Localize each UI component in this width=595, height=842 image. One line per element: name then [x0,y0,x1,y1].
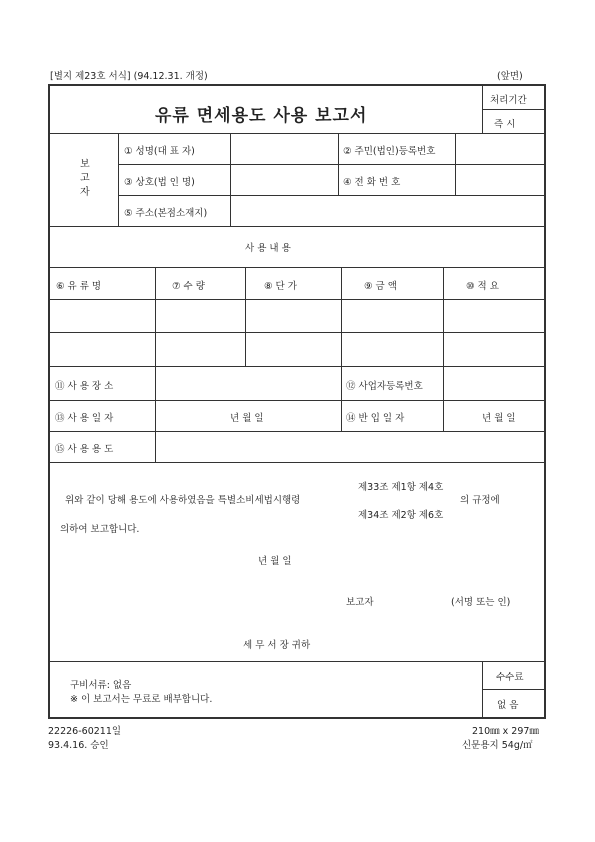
addressee: 세 무 서 장 귀하 [243,640,311,651]
reporter-sign-label: 보고자 [346,597,374,608]
sign-or-seal-label: (서명 또는 인) [451,597,511,608]
fee-label: 수수료 [496,672,524,683]
company-label: ③ 상호(법 인 명) [124,177,195,188]
use-date-label: ⑬ 사 용 일 자 [55,413,114,424]
reporter-char-1: 보 [80,159,90,170]
processing-period-label: 처리기간 [490,95,527,106]
side-label: (앞면) [497,71,523,82]
col-oil-name: ⑥ 유 류 명 [56,281,102,292]
processing-period-value: 즉 시 [494,119,516,130]
form-label: [별지 제23호 서식] (94.12.31. 개정) [50,71,208,82]
reporter-group-label [80,158,92,200]
use-date-value: 년 월 일 [230,413,264,424]
col-unit-price: ⑧ 단 가 [264,281,297,292]
address-label: ⑤ 주소(본점소재지) [124,208,208,219]
form-title: 유류 면세용도 사용 보고서 [155,106,368,126]
clause-1: 제33조 제1항 제4호 [358,482,444,493]
purpose-label: ⑮ 사 용 용 도 [55,444,114,455]
return-date-label: ⑭ 반 입 일 자 [346,413,405,424]
col-remarks: ⑩ 적 요 [466,281,499,292]
name-label: ① 성명(대 표 자) [124,146,195,157]
form-code: 22226-60211일 [48,726,122,737]
fee-value: 없 음 [497,700,519,711]
statement-suffix: 의 규정에 [460,495,500,506]
bizno-label: ⑫ 사업자등록번호 [346,381,423,392]
free-distribution-note: ※ 이 보고서는 무료로 배부합니다. [70,694,213,705]
phone-label: ④ 전 화 번 호 [343,177,401,188]
paper-type: 신문용지 54g/㎡ [462,740,533,751]
clause-2: 제34조 제2항 제6호 [358,510,444,521]
col-quantity: ⑦ 수 량 [172,281,205,292]
required-docs: 구비서류: 없음 [70,680,132,691]
paper-size: 210㎜ x 297㎜ [472,726,539,737]
usage-section-title: 사 용 내 용 [245,243,291,254]
statement-line-2: 의하여 보고합니다. [60,524,140,535]
place-label: ⑪ 사 용 장 소 [55,381,114,392]
statement-line-1: 위와 같이 당해 용도에 사용하였음을 특별소비세법시행령 [65,495,301,506]
statement-date: 년 월 일 [258,556,292,567]
col-amount: ⑨ 금 액 [364,281,397,292]
regno-label: ② 주민(법인)등록번호 [343,146,436,157]
return-date-value: 년 월 일 [482,413,516,424]
reporter-char-3: 자 [80,187,90,198]
reporter-char-2: 고 [80,173,90,184]
approval-date: 93.4.16. 승인 [48,740,109,751]
